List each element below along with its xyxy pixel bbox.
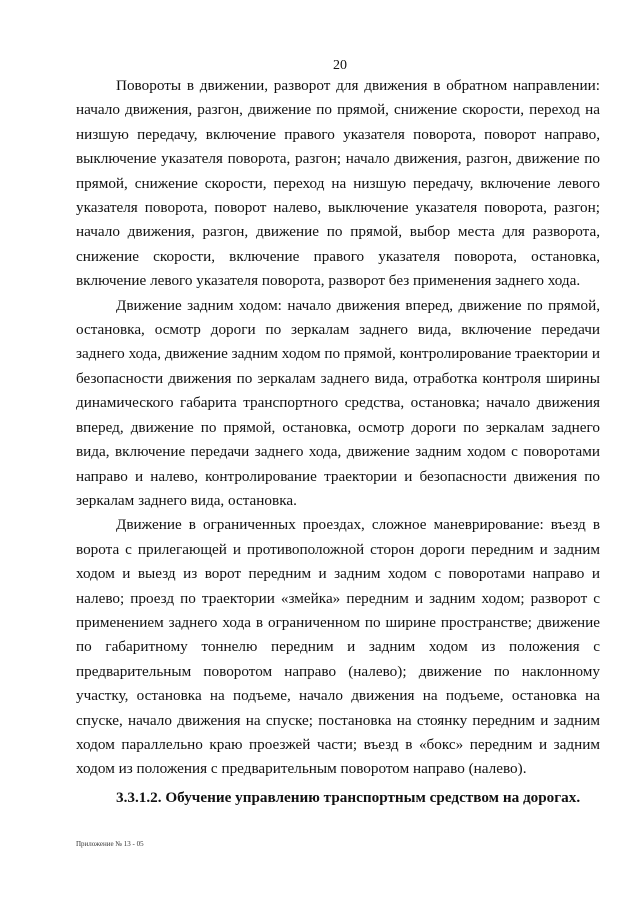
paragraph-turns: Повороты в движении, разворот для движения в обратном направлении: начало движения, разгон, движение по прямой, снижение скорости, переход на низшую передачу, включение правого указателя поворота, поворот направо, выключение указателя поворота, разгон; начало движения, разгон, движение по прямой, снижение скорости, переход на низшую передачу, включение левого указателя поворота, поворот налево, выключение указателя поворота, разгон; начало движения, разгон, движение по прямой, выбор места для разворота, снижение скорости, включение правого указателя поворота, остановка, включение левого указателя поворота, разворот без применения заднего хода. xyxy=(76,77,600,290)
paragraph-maneuvering: Движение в ограниченных проездах, сложное маневрирование: въезд в ворота с прилегающей и противоположной сторон дороги передним и задним ходом и выезд из ворот передним и задним ходом с поворотами направо и налево; проезд по траектории «змейка» передним и задним ходом; разворот с применением заднего хода в ограниченном по ширине пространстве; движение по габаритному тоннелю передним и задним ходом из положения с предварительным поворотом направо (налево); движение по наклонному участку, остановка на подъеме, начало движения на подъеме, остановка на спуске, начало движения на спуске; постановка на стоянку передним и задним ходом параллельно краю проезжей части; въезд в «бокс» передним и задним ходом из положения с предварительным поворотом направо (налево). xyxy=(76,516,600,778)
section-heading: 3.3.1.2. Обучение управлению транспортным средством на дорогах. xyxy=(116,788,581,806)
paragraph-reverse: Движение задним ходом: начало движения вперед, движение по прямой, остановка, осмотр дороги по зеркалам заднего вида, включение передачи заднего хода, движение задним ходом по прямой, контролирование траектории и безопасности движения по зеркалам заднего вида, отработка контроля ширины динамического габарита транспортного средства, остановка; начало движения вперед, движение по прямой, остановка, осмотр дороги по зеркалам заднего вида, включение передачи заднего хода, движение задним ходом с поворотами направо и налево, контролирование траектории и безопасности движения по зеркалам заднего вида, остановка. xyxy=(76,296,600,509)
page-number: 20 xyxy=(333,58,347,73)
footer-note: Приложение № 13 - 05 xyxy=(76,840,144,848)
document-body xyxy=(76,74,600,810)
